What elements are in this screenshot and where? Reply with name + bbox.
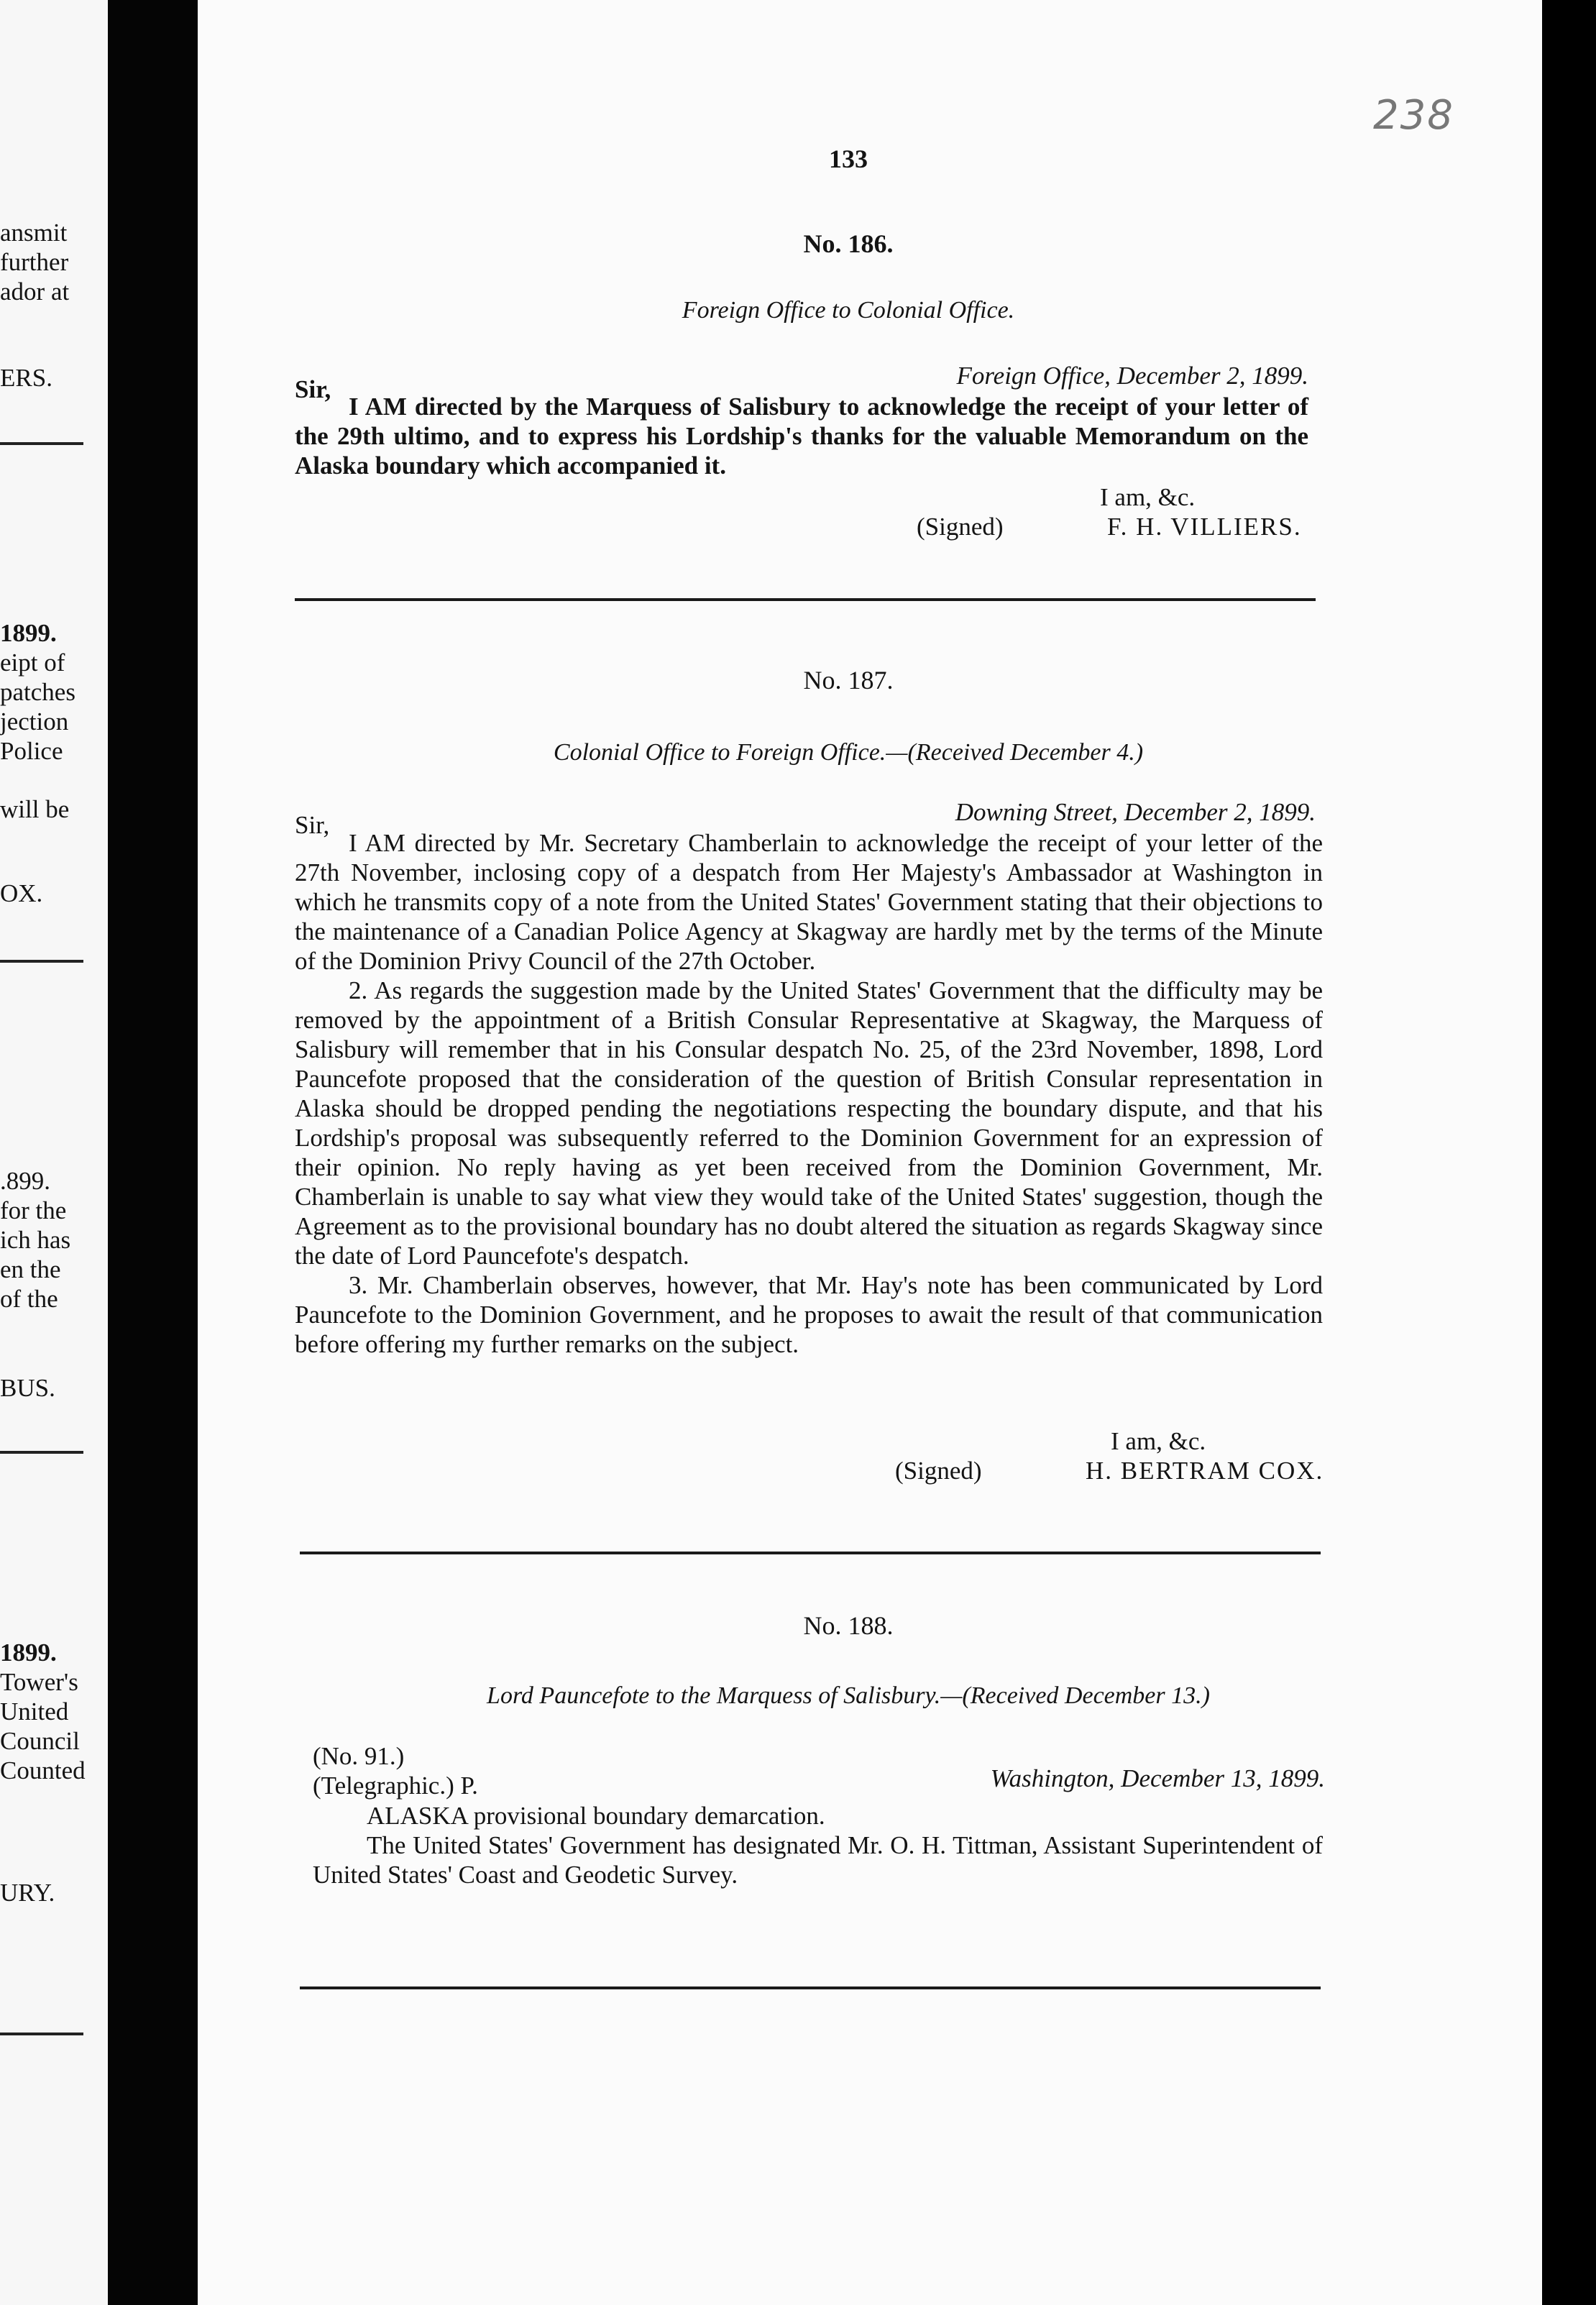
fragment-line: 1899.	[0, 1639, 57, 1667]
previous-page-fragment	[0, 0, 108, 2305]
fragment-line: patches	[0, 678, 75, 706]
fragment-line: en the	[0, 1255, 61, 1283]
fragment-rule	[0, 960, 83, 963]
fragment-line: of the	[0, 1285, 58, 1313]
fragment-line: Council	[0, 1727, 80, 1755]
place-date: Downing Street, December 2, 1899.	[955, 798, 1316, 826]
fragment-signature: URY.	[0, 1879, 55, 1907]
document-heading: Colonial Office to Foreign Office.—(Received December 4.)	[553, 739, 1144, 766]
fragment-rule	[0, 1451, 83, 1454]
place-date: Foreign Office, December 2, 1899.	[956, 362, 1308, 390]
fragment-rule	[0, 442, 83, 445]
fragment-line: will be	[0, 795, 70, 823]
fragment-line: ansmit	[0, 219, 68, 247]
letter-body	[295, 828, 1323, 1359]
section-rule	[300, 1552, 1321, 1554]
fragment-line: for the	[0, 1196, 67, 1224]
scan-border	[1542, 0, 1596, 2305]
fragment-line: further	[0, 248, 69, 276]
reference-number: (No. 91.)	[313, 1742, 405, 1770]
place-date: Washington, December 13, 1899.	[990, 1764, 1325, 1792]
document-heading: Lord Pauncefote to the Marquess of Salisbury.—(Received December 13.)	[487, 1682, 1210, 1709]
document-number: No. 186.	[803, 229, 894, 258]
signed-label: (Signed)	[895, 1457, 982, 1485]
fragment-line: jection	[0, 707, 69, 736]
closing: I am, &c.	[1100, 483, 1196, 511]
fragment-signature: OX.	[0, 879, 43, 907]
fragment-signature: BUS.	[0, 1374, 55, 1402]
fragment-line: eipt of	[0, 649, 65, 677]
document-page	[198, 0, 1542, 2305]
fragment-line: 1899.	[0, 619, 57, 647]
telegraphic-label: (Telegraphic.) P.	[313, 1772, 478, 1800]
closing: I am, &c.	[1111, 1427, 1206, 1455]
salutation: Sir,	[295, 811, 330, 839]
signature: F. H. VILLIERS.	[1107, 513, 1302, 541]
document-number: No. 187.	[803, 666, 894, 695]
fragment-line: United	[0, 1697, 69, 1726]
fragment-signature: ERS.	[0, 364, 52, 392]
signature: H. BERTRAM COX.	[1086, 1457, 1324, 1485]
signed-label: (Signed)	[917, 513, 1004, 541]
handwritten-folio-number: 238	[1373, 92, 1454, 139]
fragment-rule	[0, 2033, 83, 2035]
paragraph: I AM directed by the Marquess of Salisbury to acknowledge the receipt of your letter of the 29th ultimo, and to express his Lordship's thanks for the valuable Memorandum on the Alaska boundary which accompanied it.	[295, 393, 1308, 480]
fragment-line: ich has	[0, 1226, 71, 1254]
paragraph: 3. Mr. Chamberlain observes, however, that Mr. Hay's note has been communicated by Lord Pauncefote to the Dominion Government, and he proposes to await the result of that communication before offering my further remarks on the subject.	[295, 1271, 1323, 1358]
paragraph: ALASKA provisional boundary demarcation.	[367, 1802, 825, 1830]
fragment-line: Police	[0, 737, 63, 765]
paragraph: The United States' Government has designated Mr. O. H. Tittman, Assistant Superintendent of United States' Coast and Geodetic Survey.	[313, 1831, 1323, 1889]
page-number: 133	[829, 145, 868, 173]
book-gutter	[108, 0, 198, 2305]
paragraph: I AM directed by Mr. Secretary Chamberlain to acknowledge the receipt of your letter of the 27th November, inclosing copy of a despatch from Her Majesty's Ambassador at Washington in which he transmits copy of a note from the United States' Government stating that their objections to the maintenance of a Canadian Police Agency at Skagway are hardly met by the terms of the Minute of the Dominion Privy Council of the 27th October.	[295, 829, 1323, 975]
fragment-line: Tower's	[0, 1668, 78, 1696]
paragraph: 2. As regards the suggestion made by the United States' Government that the difficulty may be removed by the appointment of a British Consular Representative at Skagway, the Marquess of Salisbury will remember that in his Consular despatch No. 25, of the 23rd November, 1898, Lord Pauncefote proposed that the consideration of the question of British Consular representation in Alaska should be dropped pending the negotiations respecting the boundary dispute, and that his Lordship's proposal was subsequently referred to the Dominion Government for an expression of their opinion. No reply having as yet been received from the Dominion Government, Mr. Chamberlain is unable to say what view they would take of the United States' suggestion, though the Agreement as to the provisional boundary has no doubt altered the situation as regards Skagway since the date of Lord Pauncefote's despatch.	[295, 976, 1323, 1270]
section-rule	[300, 1986, 1321, 1989]
telegram-body	[313, 1801, 1323, 1889]
salutation: Sir,	[295, 375, 331, 403]
document-heading: Foreign Office to Colonial Office.	[682, 297, 1015, 324]
section-rule	[295, 598, 1316, 601]
letter-body	[295, 392, 1308, 480]
document-number: No. 188.	[803, 1611, 894, 1640]
fragment-line: .899.	[0, 1167, 50, 1195]
fragment-line: ador at	[0, 278, 70, 306]
fragment-line: Counted	[0, 1756, 86, 1784]
